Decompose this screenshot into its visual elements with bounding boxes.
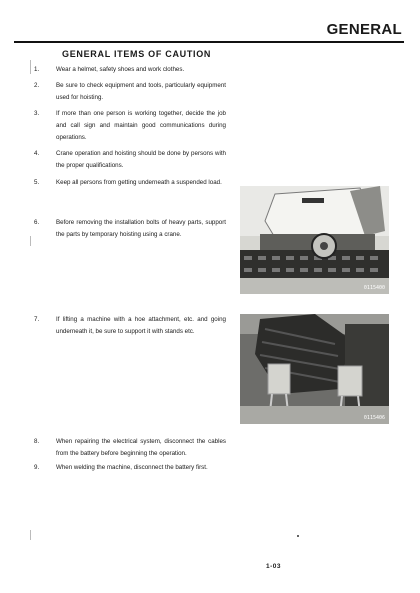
item-text: If lifting a machine with a hoe attachment, etc. and going underneath it, be sure to support it with stands etc. xyxy=(56,316,226,335)
item-number: 3. xyxy=(34,110,40,117)
item-text: Keep all persons from getting underneath a suspended load. xyxy=(56,179,222,186)
item-text: Wear a helmet, safety shoes and work clothes. xyxy=(56,66,185,73)
item-number: 5. xyxy=(34,179,40,186)
photo-machine-on-stands xyxy=(240,314,389,424)
item-number: 2. xyxy=(34,82,40,89)
section-heading: GENERAL ITEMS OF CAUTION xyxy=(62,49,212,59)
margin-mark xyxy=(30,60,31,74)
item-number: 1. xyxy=(34,66,40,73)
item-text: When welding the machine, disconnect the battery first. xyxy=(56,464,208,471)
item-number: 6. xyxy=(34,219,40,226)
item-number: 4. xyxy=(34,150,40,157)
item-number: 9. xyxy=(34,464,40,471)
item-number: 7. xyxy=(34,316,40,323)
section-title: GENERAL xyxy=(326,21,402,38)
decorative-dot xyxy=(297,535,299,537)
item-number: 8. xyxy=(34,438,40,445)
photo-code: 0115400 xyxy=(363,285,385,291)
photo-crane-hoisting xyxy=(240,186,389,294)
margin-mark xyxy=(30,530,31,540)
item-text: If more than one person is working together, decide the job and call sign and maintain good communications during operations. xyxy=(56,110,226,141)
item-text: When repairing the electrical system, disconnect the cables from the battery before beginning the operation. xyxy=(56,438,226,457)
item-text: Be sure to check equipment and tools, particularly equipment used for hoisting. xyxy=(56,82,226,101)
item-text: Before removing the installation bolts of heavy parts, support the parts by temporary hoisting using a crane. xyxy=(56,219,226,238)
header-rule xyxy=(14,41,404,43)
item-text: Crane operation and hoisting should be done by persons with the proper qualifications. xyxy=(56,150,226,169)
page-number: 1-03 xyxy=(266,563,282,570)
margin-mark xyxy=(30,236,31,246)
photo-code: 0115406 xyxy=(363,415,385,421)
